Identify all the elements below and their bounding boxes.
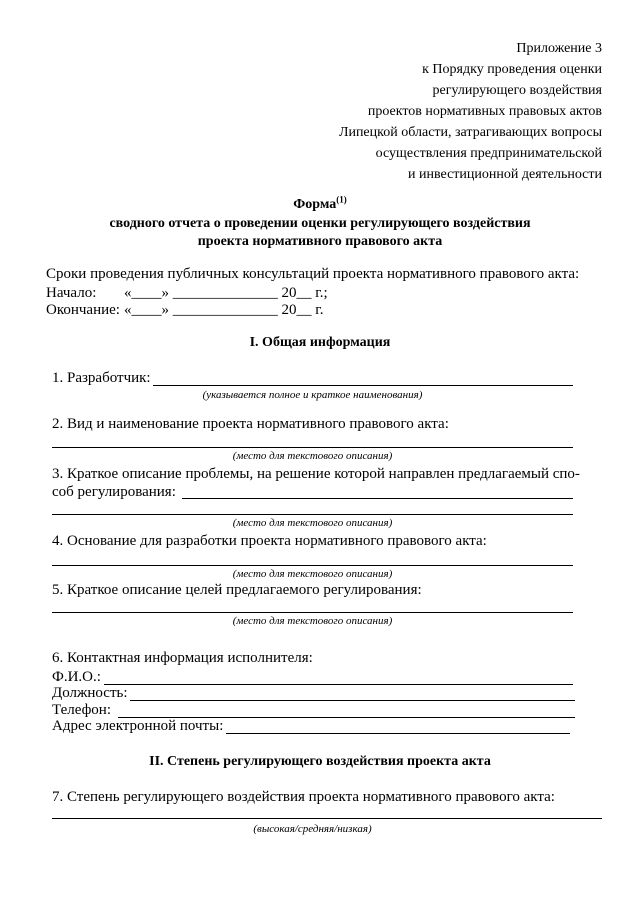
- item-2-line[interactable]: [52, 447, 573, 448]
- item-3-hint: (место для текстового описания): [232, 517, 393, 529]
- item-5-line[interactable]: [52, 612, 573, 613]
- item-1-hint: (указывается полное и краткое наименования): [202, 389, 423, 401]
- item-3-line-1[interactable]: [182, 498, 573, 499]
- form-title-text: Форма: [293, 197, 337, 212]
- section-2-heading: II. Степень регулирующего воздействия проекта акта: [149, 754, 491, 769]
- consultation-end-label: Окончание:: [46, 302, 120, 318]
- appendix-line-5: Липецкой области, затрагивающих вопросы: [338, 125, 602, 140]
- consultation-start-label: Начало:: [46, 285, 97, 301]
- item-2-label: 2. Вид и наименование проекта нормативного правового акта:: [52, 416, 449, 432]
- item-6-label: 6. Контактная информация исполнителя:: [52, 650, 313, 666]
- consultation-heading: Сроки проведения публичных консультаций проекта нормативного правового акта:: [46, 266, 580, 282]
- item-1-label: 1. Разработчик:: [52, 370, 151, 386]
- position-label: Должность:: [52, 685, 128, 701]
- footnote-mark: (1): [336, 194, 347, 205]
- appendix-line-2: к Порядку проведения оценки: [422, 62, 602, 77]
- appendix-line-6: осуществления предпринимательской: [375, 146, 602, 161]
- appendix-line-1: Приложение 3: [516, 41, 602, 56]
- item-7-line[interactable]: [52, 818, 602, 819]
- item-7-hint: (высокая/средняя/низкая): [253, 823, 372, 835]
- item-3-line-2[interactable]: [52, 514, 573, 515]
- consultation-start-value: «____» ______________ 20__ г.;: [124, 285, 328, 301]
- form-title: [0, 194, 640, 213]
- appendix-line-7: и инвестиционной деятельности: [408, 167, 602, 182]
- item-2-hint: (место для текстового описания): [232, 450, 393, 462]
- item-4-hint: (место для текстового описания): [232, 568, 393, 580]
- item-7-label: 7. Степень регулирующего воздействия проекта нормативного правового акта:: [52, 789, 555, 805]
- item-4-line[interactable]: [52, 565, 573, 566]
- item-5-label: 5. Краткое описание целей предлагаемого регулирования:: [52, 582, 422, 598]
- email-field[interactable]: [226, 733, 570, 734]
- fio-field[interactable]: [104, 684, 573, 685]
- form-subtitle-2: проекта нормативного правового акта: [197, 234, 443, 249]
- email-label: Адрес электронной почты:: [52, 718, 224, 734]
- item-1-line[interactable]: [153, 385, 573, 386]
- consultation-end-value: «____» ______________ 20__ г.: [124, 302, 324, 318]
- item-3-label-b: соб регулирования:: [52, 484, 176, 500]
- form-subtitle-1: сводного отчета о проведении оценки регулирующего воздействия: [109, 216, 531, 231]
- position-field[interactable]: [130, 700, 575, 701]
- item-4-label: 4. Основание для разработки проекта нормативного правового акта:: [52, 533, 487, 549]
- item-5-hint: (место для текстового описания): [232, 615, 393, 627]
- phone-label: Телефон:: [52, 702, 111, 718]
- section-1-heading: I. Общая информация: [249, 335, 391, 350]
- item-3-label-a: 3. Краткое описание проблемы, на решение которой направлен предлагаемый спо-: [52, 466, 580, 482]
- appendix-line-4: проектов нормативных правовых актов: [367, 104, 602, 119]
- appendix-line-3: регулирующего воздействия: [432, 83, 602, 98]
- fio-label: Ф.И.О.:: [52, 669, 101, 685]
